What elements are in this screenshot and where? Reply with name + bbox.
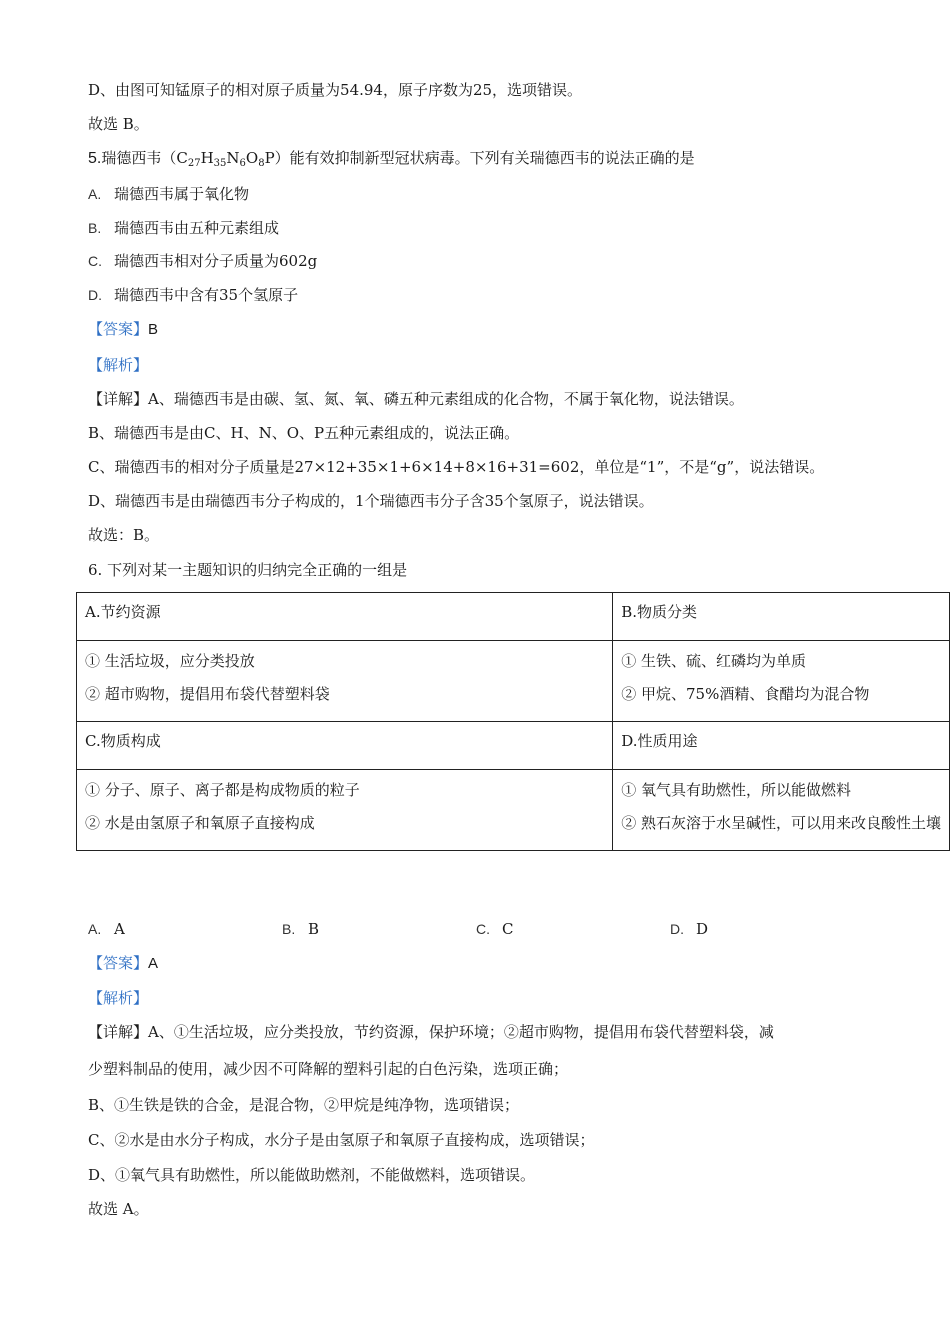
q6-choice-b xyxy=(282,919,319,939)
q6-detail-c: C、②水是由水分子构成，水分子是由氢原子和氧原子直接构成，选项错误； xyxy=(88,1131,595,1149)
q5-stem-end: P）能有效抑制新型冠状病毒。下列有关瑞德西韦的说法正确的是 xyxy=(264,149,695,167)
q5-detail-d: D、瑞德西韦是由瑞德西韦分子构成的，1个瑞德西韦分子含35个氢原子，说法错误。 xyxy=(88,492,654,510)
q5-detail-b: B、瑞德西韦是由C、H、N、O、P五种元素组成的，说法正确。 xyxy=(88,424,520,442)
choice-text: A xyxy=(114,920,125,938)
detail-text: A、瑞德西韦是由碳、氢、氮、氧、磷五种元素组成的化合物，不属于氧化物，说法错误。 xyxy=(148,390,744,408)
q6-detail-a-2: 少塑料制品的使用，减少因不可降解的塑料引起的白色污染，选项正确； xyxy=(88,1060,569,1078)
q6-stem: 6. 下列对某一主题知识的归纳完全正确的一组是 xyxy=(88,561,408,579)
cell-c-item-2: ② 水是由氢原子和氧原子直接构成 xyxy=(85,814,315,832)
option-letter: A. xyxy=(88,186,102,202)
q5-detail-c: C、瑞德西韦的相对分子质量是27×12+35×1+6×14+8×16+31=602，单位是“1”，不是“g”，说法错误。 xyxy=(88,458,825,476)
choice-letter: A. xyxy=(88,921,102,937)
q6-choice-a xyxy=(88,919,125,939)
option-text: 瑞德西韦相对分子质量为602g xyxy=(114,252,318,270)
formula-h-count: 35 xyxy=(213,158,227,169)
cell-a-title: A.节约资源 xyxy=(77,593,613,641)
choice-letter: C. xyxy=(476,921,490,937)
cell-a-item-2: ② 超市购物，提倡用布袋代替塑料袋 xyxy=(85,685,330,703)
q6-choice-c xyxy=(476,919,513,939)
q6-choice-d xyxy=(670,919,708,939)
cell-c-title: C.物质构成 xyxy=(77,722,613,770)
q5-conclusion: 故选：B。 xyxy=(88,526,160,544)
formula-c-count: 27 xyxy=(187,158,201,169)
detail-tag: 【详解】 xyxy=(88,1023,149,1041)
cell-d-body xyxy=(613,770,950,851)
q5-stem xyxy=(88,148,695,169)
choice-letter: B. xyxy=(282,921,296,937)
formula-h: H xyxy=(200,149,214,167)
cell-d-title: D.性质用途 xyxy=(613,722,950,770)
q5-option-c xyxy=(88,251,317,271)
q5-detail-a xyxy=(88,389,744,409)
cell-c-body xyxy=(77,770,613,851)
q6-table xyxy=(76,592,950,851)
q5-stem-start: 瑞德西韦（C xyxy=(101,149,188,167)
q6-conclusion: 故选 A。 xyxy=(88,1200,149,1218)
cell-d-item-2: ② 熟石灰溶于水呈碱性，可以用来改良酸性土壤 xyxy=(621,814,941,832)
q5-answer xyxy=(88,319,158,340)
detail-text: A、①生活垃圾，应分类投放，节约资源，保护环境；②超市购物，提倡用布袋代替塑料袋，减 xyxy=(148,1023,774,1041)
cell-b-item-2: ② 甲烷、75%酒精、食醋均为混合物 xyxy=(621,685,870,703)
choice-text: D xyxy=(696,920,709,938)
answer-value: A xyxy=(148,955,159,972)
q5-number: 5. xyxy=(88,150,102,167)
formula-n: N xyxy=(226,149,240,167)
q5-option-d xyxy=(88,285,298,305)
q6-detail-b: B、①生铁是铁的合金，是混合物，②甲烷是纯净物，选项错误； xyxy=(88,1096,520,1114)
q6-answer xyxy=(88,953,158,974)
option-text: 瑞德西韦属于氧化物 xyxy=(114,185,250,203)
choice-letter: D. xyxy=(670,921,684,937)
option-letter: D. xyxy=(88,287,102,303)
q5-analysis-tag: 【解析】 xyxy=(88,356,149,374)
cell-b-body xyxy=(613,641,950,722)
q4-conclusion: 故选 B。 xyxy=(88,115,149,133)
q6-detail-a-1 xyxy=(88,1022,774,1042)
cell-a-item-1: ① 生活垃圾，应分类投放 xyxy=(85,652,255,670)
option-letter: C. xyxy=(88,253,102,269)
cell-c-item-1: ① 分子、原子、离子都是构成物质的粒子 xyxy=(85,781,360,799)
formula-o-count: 8 xyxy=(258,158,265,169)
option-letter: B. xyxy=(88,220,102,236)
detail-tag: 【详解】 xyxy=(88,390,149,408)
q6-analysis-tag: 【解析】 xyxy=(88,989,149,1007)
answer-value: B xyxy=(148,321,159,338)
choice-text: C xyxy=(502,920,514,938)
q6-detail-d: D、①氧气具有助燃性，所以能做助燃剂，不能做燃料，选项错误。 xyxy=(88,1166,536,1184)
answer-tag: 【答案】 xyxy=(88,954,149,972)
option-text: 瑞德西韦由五种元素组成 xyxy=(114,219,280,237)
formula-n-count: 6 xyxy=(239,158,246,169)
formula-o: O xyxy=(245,149,259,167)
choice-text: B xyxy=(308,920,320,938)
q5-option-b xyxy=(88,218,279,238)
option-text: 瑞德西韦中含有35个氢原子 xyxy=(114,286,299,304)
cell-a-body xyxy=(77,641,613,722)
q4-option-d-explanation: D、由图可知锰原子的相对原子质量为54.94，原子序数为25，选项错误。 xyxy=(88,81,583,99)
q5-option-a xyxy=(88,184,249,204)
cell-b-title: B.物质分类 xyxy=(613,593,950,641)
cell-d-item-1: ① 氧气具有助燃性，所以能做燃料 xyxy=(621,781,851,799)
cell-b-item-1: ① 生铁、硫、红磷均为单质 xyxy=(621,652,806,670)
answer-tag: 【答案】 xyxy=(88,320,149,338)
